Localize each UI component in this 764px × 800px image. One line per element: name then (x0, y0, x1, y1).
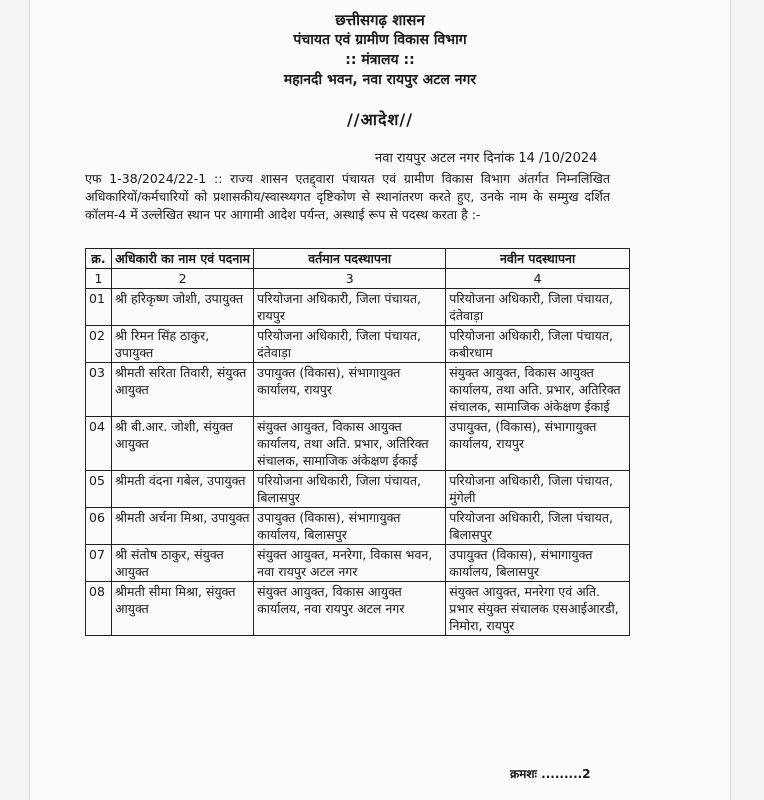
transfer-table (85, 248, 630, 636)
row-new-posting: परियोजना अधिकारी, जिला पंचायत, मुंगेली (446, 471, 630, 508)
row-serial: 05 (86, 471, 112, 508)
table-row (86, 289, 630, 326)
department-name: पंचायत एवं ग्रामीण विकास विभाग (293, 32, 467, 48)
col-number: 1 (86, 269, 112, 289)
header-serial: क्र. (86, 249, 112, 269)
continuation-note: क्रमशः .........2 (510, 767, 591, 781)
row-name: श्री संतोष ठाकुर, संयुक्त आयुक्त (111, 545, 253, 582)
letterhead (30, 10, 730, 90)
row-name: श्री हरिकृष्ण जोशी, उपायुक्त (111, 289, 253, 326)
row-name: श्री रिमन सिंह ठाकुर, उपायुक्त (111, 326, 253, 363)
government-name: छत्तीसगढ़ शासन (335, 11, 425, 29)
row-name: श्रीमती वंदना गबेल, उपायुक्त (111, 471, 253, 508)
column-number-row (86, 269, 630, 289)
table-row (86, 326, 630, 363)
row-serial: 01 (86, 289, 112, 326)
col-number: 4 (446, 269, 630, 289)
row-serial: 08 (86, 582, 112, 636)
order-title: //आदेश// (346, 110, 414, 129)
row-serial: 02 (86, 326, 112, 363)
row-current-posting: उपायुक्त (विकास), संभागायुक्त कार्यालय, बिलासपुर (254, 508, 446, 545)
row-serial: 06 (86, 508, 112, 545)
row-name: श्रीमती सरिता तिवारी, संयुक्त आयुक्त (111, 363, 253, 417)
row-current-posting: संयुक्त आयुक्त, विकास आयुक्त कार्यालय, नवा रायपुर अटल नगर (254, 582, 446, 636)
row-current-posting: परियोजना अधिकारी, जिला पंचायत, बिलासपुर (254, 471, 446, 508)
table-row (86, 545, 630, 582)
header-name: अधिकारी का नाम एवं पदनाम (111, 249, 253, 269)
ministry-label: :: मंत्रालय :: (345, 52, 415, 68)
col-number: 2 (111, 269, 253, 289)
row-current-posting: परियोजना अधिकारी, जिला पंचायत, दंतेवाड़ा (254, 326, 446, 363)
table-row (86, 417, 630, 471)
header-new-posting: नवीन पदस्थापना (446, 249, 630, 269)
row-serial: 04 (86, 417, 112, 471)
document-page (30, 0, 730, 800)
table-row (86, 363, 630, 417)
row-name: श्रीमती सीमा मिश्रा, संयुक्त आयुक्त (111, 582, 253, 636)
row-new-posting: परियोजना अधिकारी, जिला पंचायत, बिलासपुर (446, 508, 630, 545)
table-row (86, 471, 630, 508)
row-new-posting: परियोजना अधिकारी, जिला पंचायत, कबीरधाम (446, 326, 630, 363)
row-current-posting: संयुक्त आयुक्त, विकास आयुक्त कार्यालय, तथा अति. प्रभार, अतिरिक्त संचालक, सामाजिक अंकेक्षण ईकाई (254, 417, 446, 471)
row-serial: 07 (86, 545, 112, 582)
row-new-posting: संयुक्त आयुक्त, मनरेगा एवं अति. प्रभार संयुक्त संचालक एसआईआरडी, निमोरा, रायपुर (446, 582, 630, 636)
header-current-posting: वर्तमान पदस्थापना (254, 249, 446, 269)
row-current-posting: संयुक्त आयुक्त, मनरेगा, विकास भवन, नवा रायपुर अटल नगर (254, 545, 446, 582)
address: महानदी भवन, नवा रायपुर अटल नगर (283, 72, 477, 88)
row-current-posting: उपायुक्त (विकास), संभागायुक्त कार्यालय, रायपुर (254, 363, 446, 417)
row-new-posting: उपायुक्त, (विकास), संभागायुक्त कार्यालय, रायपुर (446, 417, 630, 471)
row-new-posting: संयुक्त आयुक्त, विकास आयुक्त कार्यालय, तथा अति. प्रभार, अतिरिक्त संचालक, सामाजिक अंकेक्षण ईकाई (446, 363, 630, 417)
table-header-row (86, 249, 630, 269)
row-new-posting: परियोजना अधिकारी, जिला पंचायत, दंतेवाड़ा (446, 289, 630, 326)
col-number: 3 (254, 269, 446, 289)
table-row (86, 582, 630, 636)
row-current-posting: परियोजना अधिकारी, जिला पंचायत, रायपुर (254, 289, 446, 326)
row-serial: 03 (86, 363, 112, 417)
row-new-posting: उपायुक्त (विकास), संभागायुक्त कार्यालय, बिलासपुर (446, 545, 630, 582)
row-name: श्री बी.आर. जोशी, संयुक्त आयुक्त (111, 417, 253, 471)
date-line: नवा रायपुर अटल नगर दिनांक 14 /10/2024 (375, 151, 598, 166)
table-row (86, 508, 630, 545)
order-paragraph: एफ 1-38/2024/22-1 :: राज्य शासन एतद्द्वारा पंचायत एवं ग्रामीण विकास विभाग अंतर्गत निम्नलिखित अधिकारियों/कर्मचारियों को प्रशासकीय/स्वास्थ्यगत दृष्टिकोण से स्थानांतरण करते हुए, उनके नाम के सम्मुख दर्शित कॉलम-4 में उल्लेखित स्थान पर आगामी आदेश पर्यन्त, अस्थाई रूप से पदस्थ करता है :- (85, 171, 610, 222)
row-name: श्रीमती अर्चना मिश्रा, उपायुक्त (111, 508, 253, 545)
